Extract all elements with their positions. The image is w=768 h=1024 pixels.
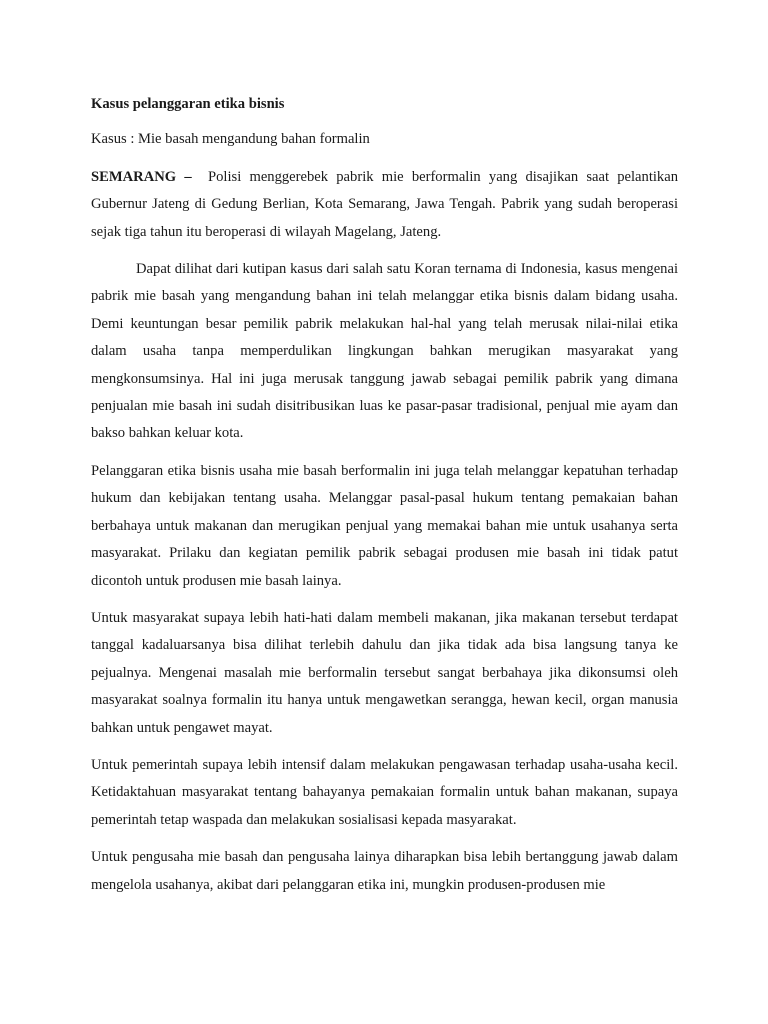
paragraph: Untuk masyarakat supaya lebih hati-hati dalam membeli makanan, jika makanan tersebut terdapat tanggal kadaluarsanya bisa dilihat terlebih dahulu dan jika tidak ada bisa langsung tanya ke pejualnya. Mengenai masalah mie berformalin tersebut sangat berbahaya jika dikonsumsi oleh masyarakat soalnya formalin itu hanya untuk mengawetkan serangga, hewan kecil, organ manusia bahkan untuk pengawet mayat.	[91, 609, 678, 736]
case-line: Kasus : Mie basah mengandung bahan formalin	[91, 131, 370, 148]
paragraph: Dapat dilihat dari kutipan kasus dari salah satu Koran ternama di Indonesia, kasus mengenai pabrik mie basah yang mengandung bahan ini telah melanggar etika bisnis dalam bidang usaha. Demi keuntungan besar pemilik pabrik melakukan hal-hal yang telah merusak nilai-nilai etika dalam usaha tanpa memperdulikan lingkungan bahkan merugikan masyarakat yang mengkonsumsinya. Hal ini juga merusak tanggung jawab sebagai pemilik pabrik yang dimana penjualan mie basah ini sudah disitribusikan luas ke pasar-pasar tradisional, penjual mie ayam dan bakso bahkan keluar kota.	[91, 261, 678, 442]
dateline: SEMARANG –	[91, 168, 192, 185]
paragraph-lead	[91, 164, 678, 246]
paragraph: Pelanggaran etika bisnis usaha mie basah berformalin ini juga telah melanggar kepatuhan terhadap hukum dan kebijakan tentang usaha. Melanggar pasal-pasal hukum tentang pemakaian bahan berbahaya untuk makanan dan merugikan penjual yang memakai bahan mie untuk usahanya serta masyarakat. Prilaku dan kegiatan pemilik pabrik sebagai produsen mie basah ini tidak patut dicontoh untuk produsen mie basah lainya.	[91, 462, 678, 589]
document-title: Kasus pelanggaran etika bisnis	[91, 96, 285, 112]
document-body	[91, 91, 678, 909]
paragraph-lead-text: Polisi menggerebek pabrik mie berformalin yang disajikan saat pelantikan Gubernur Jateng di Gedung Berlian, Kota Semarang, Jawa Tengah. Pabrik yang sudah beroperasi sejak tiga tahun itu beroperasi di wilayah Magelang, Jateng.	[91, 168, 678, 240]
paragraph: Untuk pengusaha mie basah dan pengusaha lainya diharapkan bisa lebih bertanggung jawab dalam mengelola usahanya, akibat dari pelanggaran etika ini, mungkin produsen-produsen mie	[91, 849, 678, 893]
paragraph: Untuk pemerintah supaya lebih intensif dalam melakukan pengawasan terhadap usaha-usaha kecil. Ketidaktahuan masyarakat tentang bahayanya pemakaian formalin untuk bahan makanan, supaya pemerintah tetap waspada dan melakukan sosialisasi kepada masyarakat.	[91, 756, 678, 828]
